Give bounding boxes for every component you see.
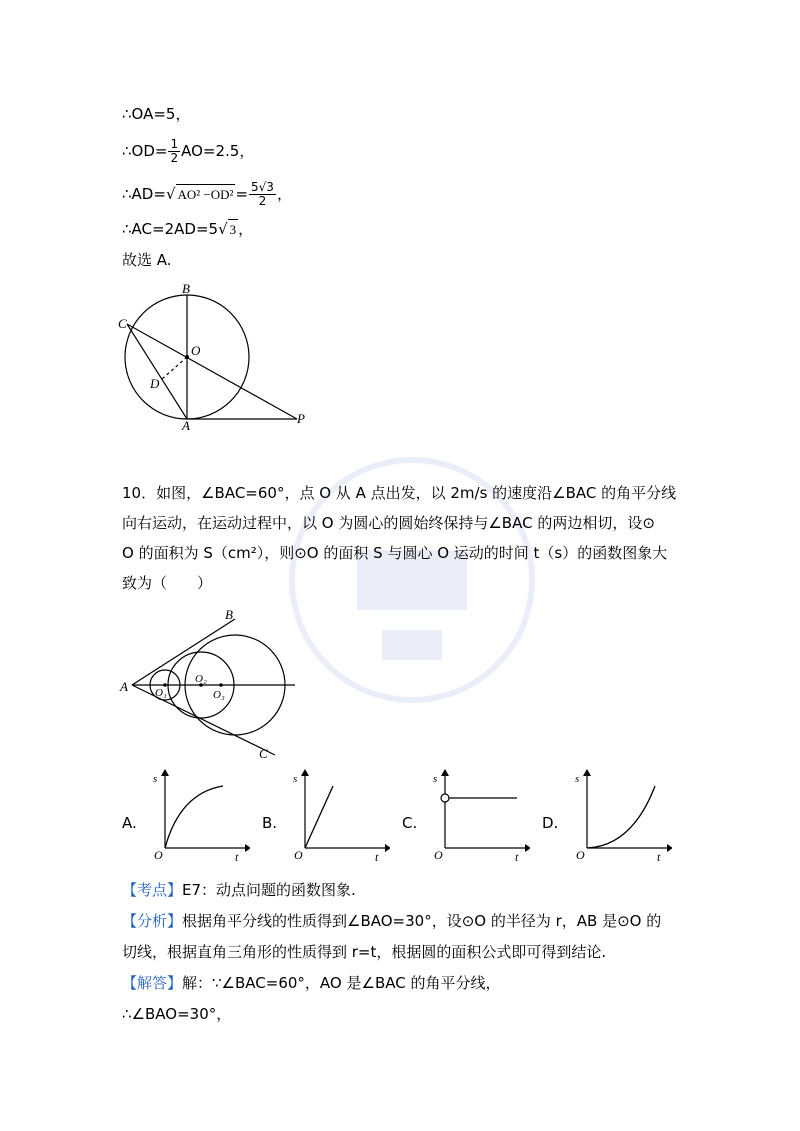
svg-text:s: s xyxy=(153,773,158,785)
label-a: A xyxy=(182,418,190,432)
analysis-section xyxy=(122,875,682,1030)
jieda-line: 【解答】解：∵∠BAC=60°，AO 是∠BAC 的角平分线， xyxy=(122,974,501,992)
svg-text:t: t xyxy=(375,850,379,863)
label-b: B xyxy=(182,281,190,296)
fenxi-line-2: 切线，根据直角三角形的性质得到 r=t，根据圆的面积公式即可得到结论. xyxy=(122,943,607,961)
jieda-tag: 【解答】 xyxy=(122,974,183,992)
option-d-graph[interactable] xyxy=(567,768,672,863)
figure1-center-dot xyxy=(185,355,189,359)
kaodian-line: 【考点】E7：动点问题的函数图象. xyxy=(122,881,356,899)
label-p: P xyxy=(297,411,305,426)
solution-line-ac: ∴AC=2AD=5√ 3 ， xyxy=(122,220,254,238)
fenxi-tag: 【分析】 xyxy=(122,912,183,930)
curve-a xyxy=(165,786,223,848)
label-o3: O₃ xyxy=(213,689,225,701)
svg-text:s: s xyxy=(575,773,580,785)
option-b-graph[interactable] xyxy=(285,768,390,863)
label-o2: O₂ xyxy=(195,673,207,685)
fraction-half: $\frac{1}{2}$ xyxy=(170,137,179,165)
svg-text:t: t xyxy=(235,850,239,863)
figure1-line-od xyxy=(162,357,187,379)
solution-line-oa: ∴OA=5， xyxy=(122,105,191,123)
option-d-label[interactable]: D. xyxy=(542,814,559,832)
svg-text:O: O xyxy=(576,848,585,862)
option-a-graph[interactable] xyxy=(145,768,250,863)
svg-text:s: s xyxy=(433,773,438,785)
label-b2: B xyxy=(225,607,233,622)
option-a-label[interactable]: A. xyxy=(122,814,137,832)
open-point-c xyxy=(441,794,449,802)
label-o: O xyxy=(191,343,201,358)
figure2-ray-ab xyxy=(132,619,235,685)
fenxi-line: 【分析】根据角平分线的性质得到∠BAO=30°，设⊙O 的半径为 r，AB 是⊙O 的 xyxy=(122,912,662,930)
svg-text:O: O xyxy=(294,848,303,862)
svg-text:O: O xyxy=(154,848,163,862)
label-d: D xyxy=(150,376,160,391)
option-b-label[interactable]: B. xyxy=(262,814,278,832)
figure1-line-cp xyxy=(127,324,297,419)
line-b xyxy=(305,786,333,848)
final-line: ∴∠BAO=30°， xyxy=(122,1005,232,1023)
label-c2: C xyxy=(259,746,268,761)
svg-text:t: t xyxy=(657,850,661,863)
question-10: 10．如图，∠BAC=60°，点 O 从 A 点出发，以 2m/s 的速度沿∠BAC 的角平分线 向右运动，在运动过程中，以 O 为圆心的圆始终保持与∠BAC 的两边相切，设⊙ O 的面积为 S（cm²），则⊙O 的面积 S 与圆心 O 运动的时间 t（s）的函数图象大 致为（ ） xyxy=(122,484,677,592)
label-c: C xyxy=(118,316,127,331)
figure2-ray-ac xyxy=(132,685,275,755)
option-c-label[interactable]: C. xyxy=(402,814,418,832)
label-a2: A xyxy=(120,679,128,694)
figure-angle-circles xyxy=(115,605,310,765)
solution-answer-choice: 故选 A. xyxy=(122,251,172,269)
figure1-line-ca xyxy=(127,324,187,419)
fraction-ad: $\frac{5√3}{2}$ xyxy=(251,180,274,208)
svg-text:t: t xyxy=(515,850,519,863)
solution-line-ad: ∴AD=√ AO² −OD² = $\frac{5√3}{2}$ ， xyxy=(122,180,292,208)
svg-text:O: O xyxy=(434,848,443,862)
kaodian-tag: 【考点】 xyxy=(122,881,183,899)
label-o1: O₁ xyxy=(155,687,167,699)
svg-text:s: s xyxy=(293,773,298,785)
figure-circle-tangent xyxy=(110,280,320,432)
curve-d xyxy=(587,786,655,848)
radical-ad: AO² −OD² xyxy=(176,184,236,205)
option-c-graph[interactable] xyxy=(425,768,530,863)
solution-line-od: ∴OD= $\frac{1}{2}$ AO=2.5， xyxy=(122,137,255,165)
